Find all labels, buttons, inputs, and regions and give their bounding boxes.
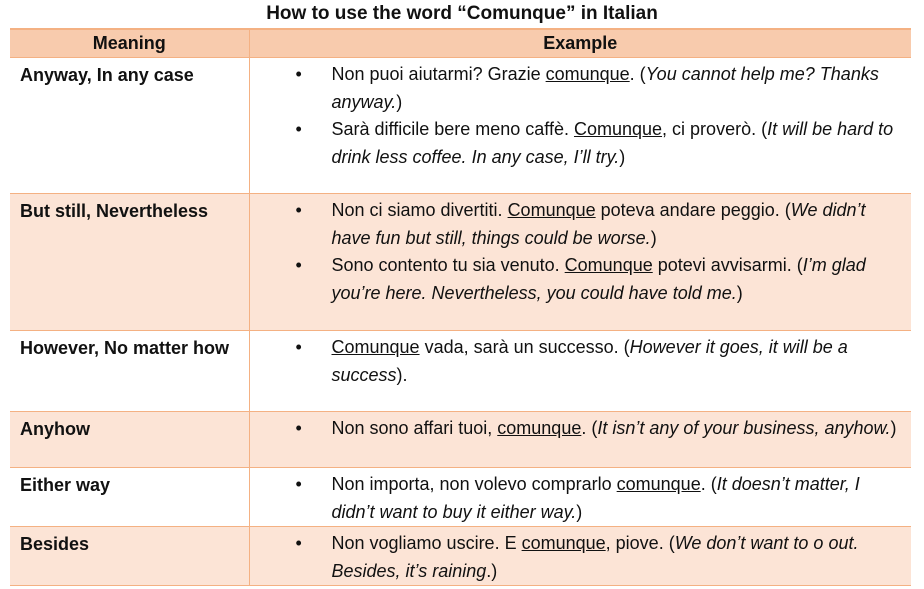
example-text: ) [890,418,897,438]
example-cell [249,412,911,468]
comunque-word: comunque [545,64,630,84]
example-cell [249,58,911,194]
example-text: .) [486,560,498,581]
example-column-header: Example [249,29,911,58]
comunque-word: Comunque [507,200,596,220]
translation-text: It doesn’t matter, I didn’t want to buy it either way. [331,474,860,522]
example-text: poteva andare peggio. ( [595,200,791,220]
example-text: ) [736,282,743,303]
comunque-word: Comunque [564,255,653,275]
example-item [332,415,904,443]
example-list [250,194,912,307]
comunque-word: Comunque [573,119,663,139]
translation-text: We didn’t have fun but still, things could be worse. [331,200,866,248]
example-item [332,530,904,585]
example-text: potevi avvisarmi. ( [652,255,803,275]
example-item [332,334,904,389]
example-text: Non ci siamo divertiti. [331,200,508,220]
example-text: . ( [700,474,717,494]
example-text: , piove. ( [605,533,675,553]
example-text: ) [650,227,657,248]
example-text: , ci proverò. ( [662,119,768,139]
meaning-cell: However, No matter how [10,331,249,412]
example-text: ) [396,91,403,112]
comunque-word: comunque [521,533,606,553]
example-item [332,61,904,116]
example-text: Sono contento tu sia venuto. [331,255,565,275]
table-row [10,412,911,468]
example-text: ) [619,146,626,167]
meaning-cell: Anyhow [10,412,249,468]
example-list [250,412,912,443]
table-row [10,58,911,194]
example-item [332,252,904,307]
example-text: Non sono affari tuoi, [331,418,498,438]
comunque-word: comunque [497,418,582,438]
example-list [250,331,912,389]
example-text: Non puoi aiutarmi? Grazie [331,64,546,84]
example-text: vada, sarà un successo. ( [419,337,630,357]
table-body [10,58,911,586]
example-item [332,197,904,252]
example-text: ) [576,501,583,522]
example-text: ). [396,364,408,385]
table-row [10,527,911,586]
meaning-cell: Anyway, In any case [10,58,249,194]
meaning-column-header: Meaning [10,29,249,58]
meaning-cell: Besides [10,527,249,586]
example-list [250,527,912,585]
example-cell [249,194,911,331]
example-item [332,471,904,526]
comunque-usage-table [10,28,911,586]
example-cell [249,331,911,412]
translation-text: You cannot help me? Thanks anyway. [331,64,879,112]
comunque-word: comunque [616,474,701,494]
table-row [10,468,911,527]
example-text: . ( [581,418,598,438]
example-text: Non vogliamo uscire. E [331,533,522,553]
example-text: Sarà difficile bere meno caffè. [331,119,574,139]
table-row [10,331,911,412]
example-list [250,58,912,171]
table-row [10,194,911,331]
page-title: How to use the word “Comunque” in Italian [266,3,658,24]
translation-text: We don’t want to o out. Besides, it’s raining [331,533,859,581]
example-text: . ( [629,64,646,84]
comunque-word: Comunque [331,337,420,357]
meaning-cell: Either way [10,468,249,527]
meaning-cell: But still, Nevertheless [10,194,249,331]
example-text: Non importa, non volevo comprarlo [331,474,617,494]
translation-text: I’m glad you’re here. Nevertheless, you could have told me. [331,255,866,303]
example-cell [249,468,911,527]
translation-text: It will be hard to drink less coffee. In any case, I’ll try. [331,119,894,167]
example-cell [249,527,911,586]
table-header-row [10,29,911,58]
translation-text: It isn’t any of your business, anyhow. [597,418,891,438]
example-list [250,468,912,526]
example-item [332,116,904,171]
translation-text: However it goes, it will be a success [331,337,848,385]
